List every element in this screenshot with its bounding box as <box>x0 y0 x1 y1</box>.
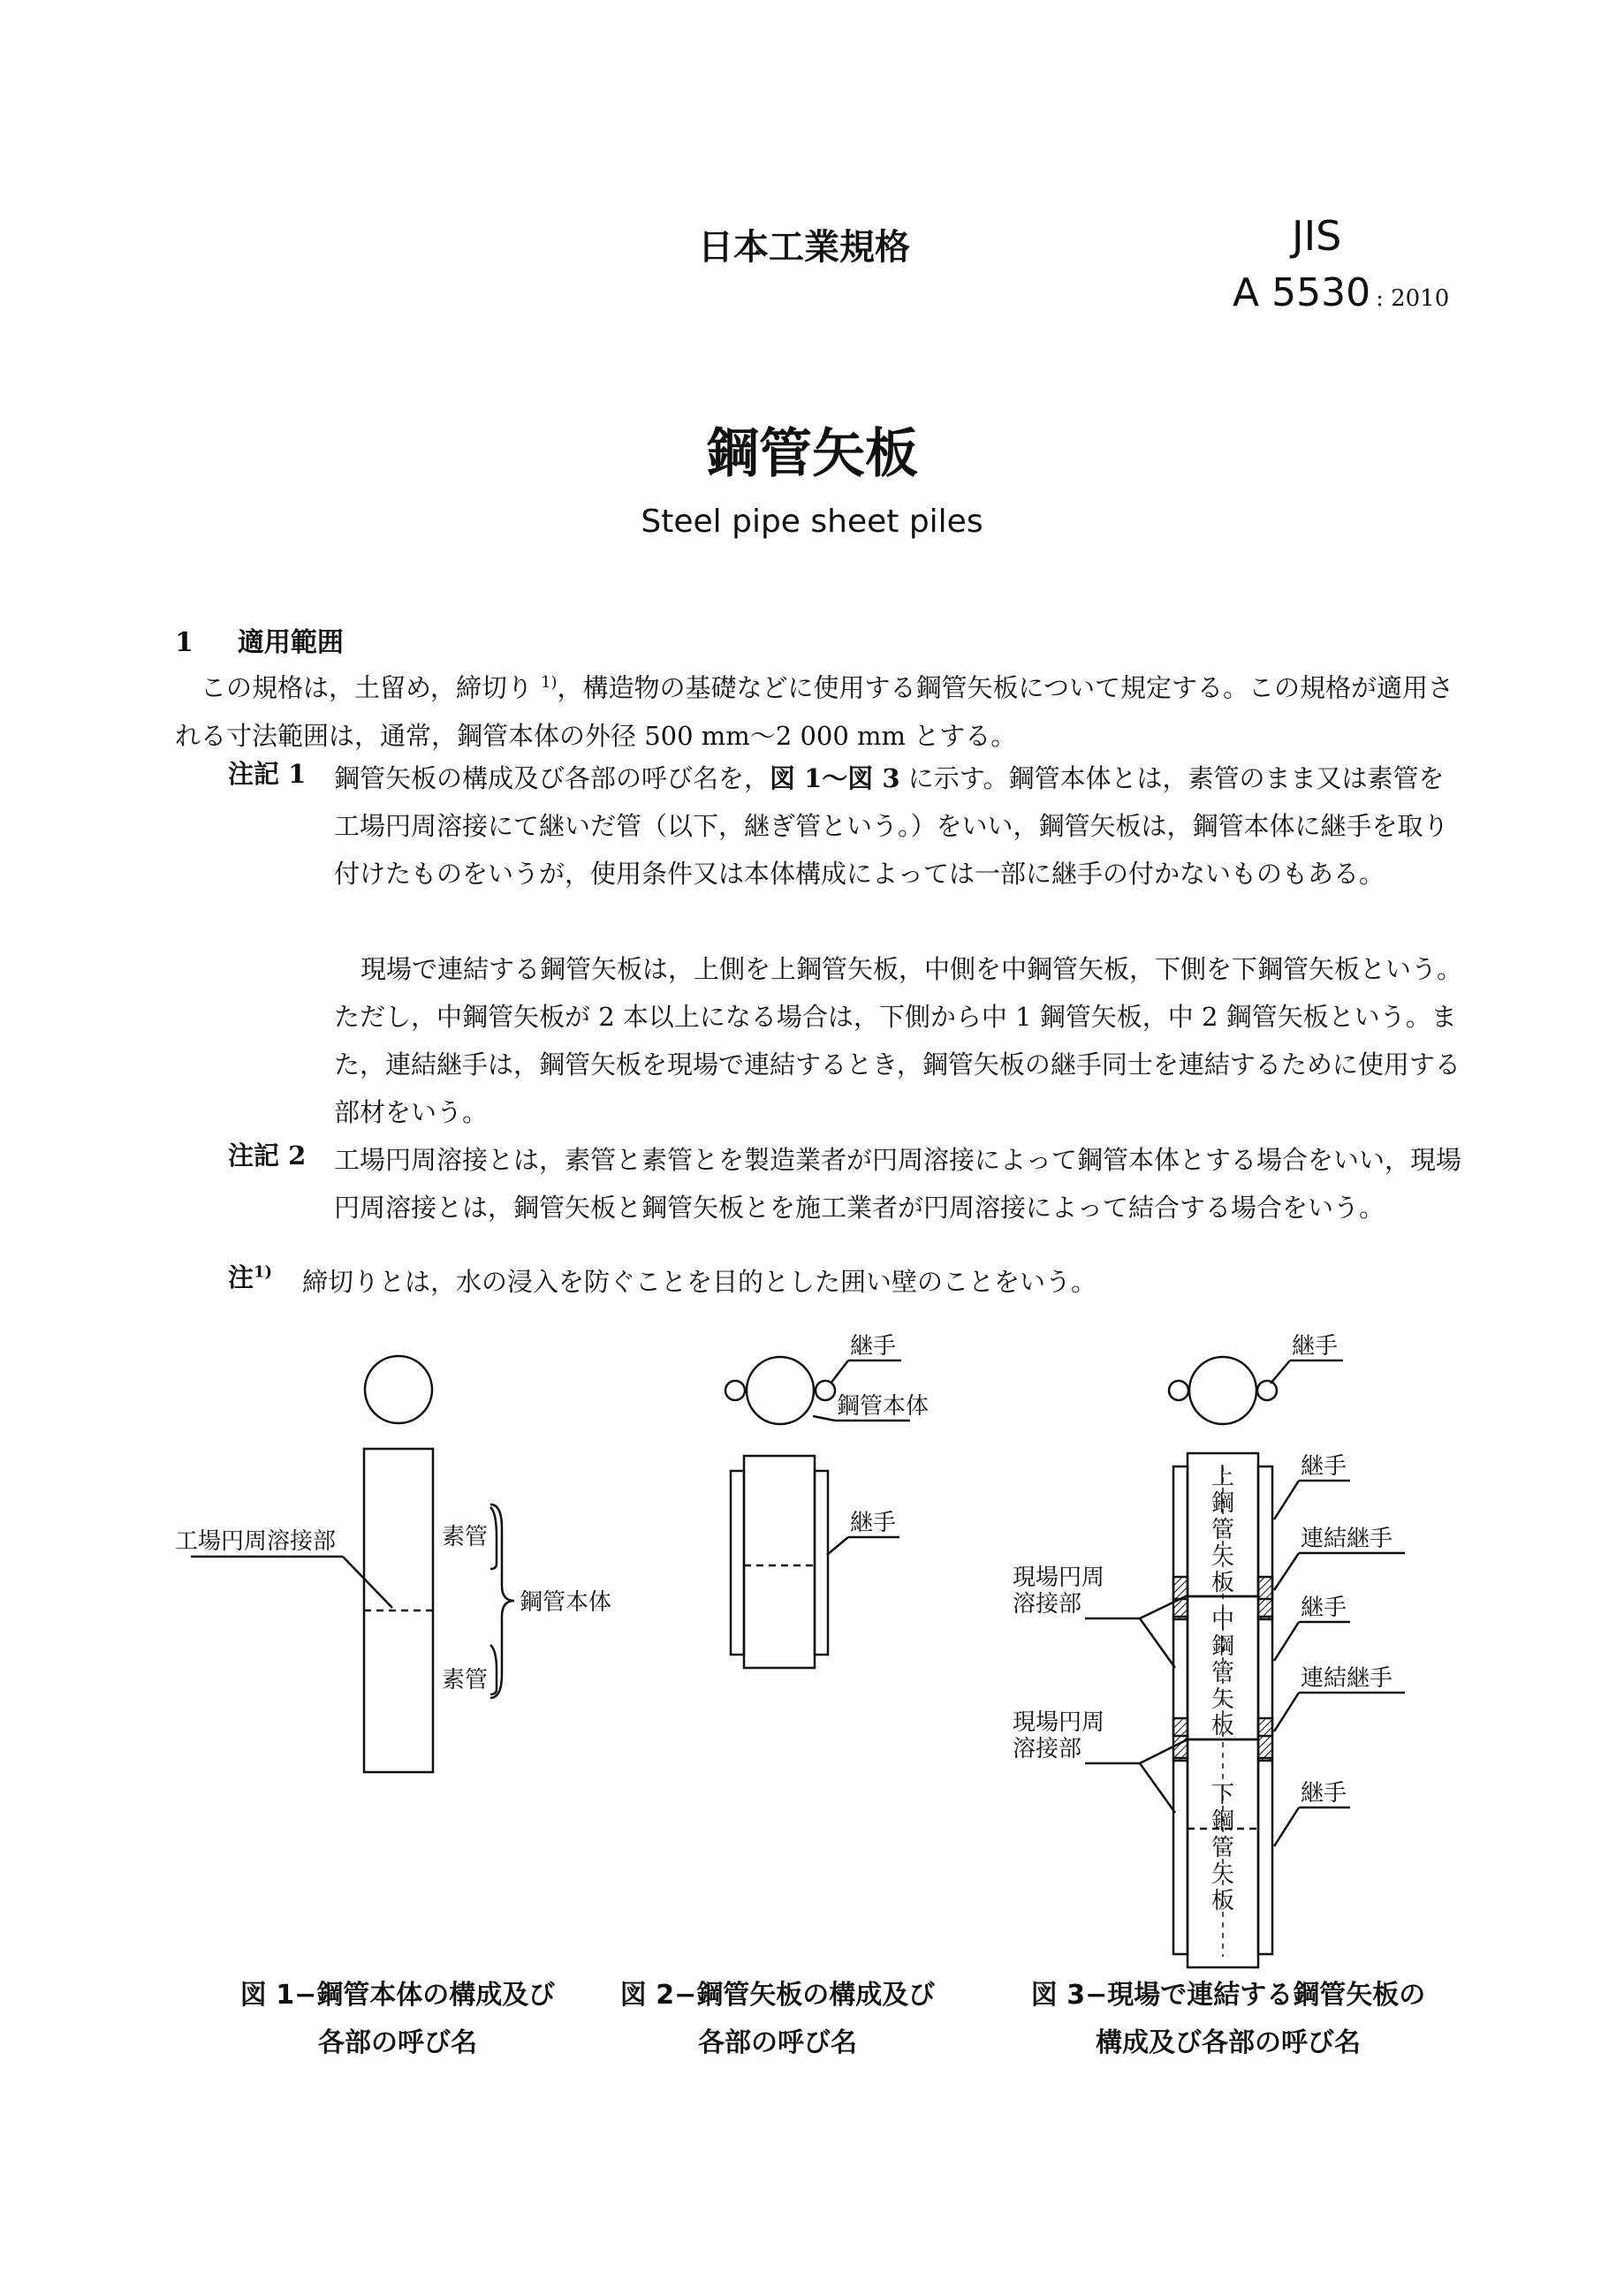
fig3-link-label-1: 連結継手 <box>1301 1526 1393 1552</box>
standard-year: : 2010 <box>1376 285 1450 312</box>
fig3-caption: 図 3−現場で連結する鋼管矢板の 構成及び各部の呼び名 <box>1030 1980 1426 2058</box>
section-title: 適用範囲 <box>237 627 344 658</box>
middle-chars-char: 鋼 <box>1210 1633 1235 1660</box>
fig1-diagram <box>191 1356 514 1772</box>
upper-chars-char: 管 <box>1210 1517 1235 1543</box>
fig1-weld-leader <box>343 1557 392 1608</box>
footnote-label: 注$^{1)}$ <box>228 1262 273 1292</box>
figure-reference: 図 1〜図 3 <box>770 763 900 793</box>
fig3-joint-label-1: 継手 <box>1301 1453 1347 1480</box>
middle-chars-char: 板 <box>1210 1713 1235 1739</box>
fig3-joint-label-2: 継手 <box>1301 1595 1347 1621</box>
section-number: 1 <box>175 627 194 658</box>
fig2-pipe-section <box>747 1357 814 1424</box>
fig2-joint-strip-left <box>731 1471 744 1655</box>
fig1-body-brace <box>490 1504 514 1698</box>
lower-chars-char: 矢 <box>1210 1861 1235 1888</box>
fig3-diagram <box>1085 1357 1405 1967</box>
note2-text: 工場円周溶接とは，素管と素管とを製造業者が円周溶接によって鋼管本体とする場合をいい，現場円周溶接とは，鋼管矢板と鋼管矢板とを施工業者が円周溶接によって結合する場合をいう。 <box>334 1145 1462 1223</box>
fig2-pipe-body <box>744 1456 815 1668</box>
document-title: 鋼管矢板 <box>706 423 918 485</box>
fig2-joint-right <box>816 1381 835 1400</box>
upper-chars-char: 板 <box>1210 1570 1235 1596</box>
fig3-link-joint-right-2 <box>1258 1718 1272 1761</box>
fig3-joint-top-label: 継手 <box>1292 1333 1339 1360</box>
fig1-pipe-top-brace <box>490 1507 497 1569</box>
lower-chars-char: 鋼 <box>1210 1808 1235 1835</box>
fig3-lower-pile-label <box>1211 1782 1234 1914</box>
fig3-middle-pile-label <box>1211 1607 1234 1739</box>
note1-label: 注記 1 <box>228 759 307 789</box>
fig3-field-weld-label-1b: 溶接部 <box>1013 1591 1082 1618</box>
fig1-pipe-bottom-brace <box>490 1645 497 1694</box>
fig3-pipe-section <box>1189 1357 1256 1424</box>
footnote-ref: 1) <box>541 673 558 692</box>
upper-chars-char: 上 <box>1210 1464 1235 1490</box>
fig1-weld-label: 工場円周溶接部 <box>175 1528 337 1555</box>
fig1-pipe-section <box>365 1356 432 1423</box>
fig3-upper-pile-label <box>1211 1464 1234 1596</box>
fig2-body-label: 鋼管本体 <box>837 1393 930 1420</box>
standard-type-title: 日本工業規格 <box>698 227 910 268</box>
middle-chars-char: 矢 <box>1210 1686 1235 1713</box>
scope-paragraph: この規格は，土留め，締切り $^{1)}$，構造物の基礎などに使用する鋼管矢板について規定する。この規格が適用される寸法範囲は，通常，鋼管本体の外径 500 mm〜2 000 mm とする。 <box>175 672 1453 751</box>
upper-chars-char: 矢 <box>1210 1543 1235 1570</box>
lower-chars-char: 管 <box>1210 1835 1235 1861</box>
fig1-pipe-top-label: 素管 <box>442 1524 489 1550</box>
lower-chars-char: 下 <box>1210 1782 1235 1808</box>
fig3-field-weld-label-1a: 現場円周 <box>1013 1565 1105 1591</box>
jis-label: JIS <box>1292 212 1342 260</box>
fig2-joint-top-label: 継手 <box>850 1333 897 1360</box>
fig2-joint-side-label: 継手 <box>850 1510 897 1536</box>
fig3-field-weld-label-2b: 溶接部 <box>1013 1736 1082 1762</box>
fig3-field-weld-label-2a: 現場円周 <box>1013 1709 1105 1736</box>
fig1-body-label: 鋼管本体 <box>520 1589 612 1616</box>
fig3-joint-label-3: 継手 <box>1301 1780 1347 1807</box>
document-subtitle: Steel pipe sheet piles <box>641 504 983 540</box>
middle-chars-char: 中 <box>1210 1607 1235 1633</box>
fig3-link-joint-right-1 <box>1258 1577 1272 1619</box>
upper-chars-char: 鋼 <box>1210 1490 1235 1517</box>
note1-text: 鋼管矢板の構成及び各部の呼び名を，図 1〜図 3 に示す。鋼管本体とは，素管のまま又は素管を工場円周溶接にて継いだ管（以下，継ぎ管という。）をいい，鋼管矢板は，鋼管本体に継手を取り付けたものをいうが，使用条件又は本体構成によっては一部に継手の付かないものもある。 <box>334 763 1449 889</box>
standard-number: A 5530 <box>1233 270 1371 315</box>
note2-label: 注記 2 <box>228 1140 307 1171</box>
middle-chars-char: 管 <box>1210 1660 1235 1686</box>
fig2-caption: 図 2−鋼管矢板の構成及び 各部の呼び名 <box>619 1980 936 2058</box>
fig2-joint-strip-right <box>815 1471 828 1655</box>
fig1-pipe-bottom-label: 素管 <box>442 1667 489 1694</box>
fig1-caption: 図 1−鋼管本体の構成及び 各部の呼び名 <box>239 1980 556 2058</box>
fig1-pipe-body <box>364 1449 433 1772</box>
fig3-link-label-2: 連結継手 <box>1301 1665 1393 1692</box>
footnote-text: 締切りとは，水の浸入を防ぐことを目的とした囲い壁のことをいう。 <box>302 1267 1097 1297</box>
lower-chars-char: 板 <box>1210 1888 1235 1914</box>
note1-text-2: 現場で連結する鋼管矢板は，上側を上鋼管矢板，中側を中鋼管矢板，下側を下鋼管矢板という。ただし，中鋼管矢板が 2 本以上になる場合は，下側から中 1 鋼管矢板，中 2 鋼管矢板という。また，連結継手は，鋼管矢板を現場で連結するとき，鋼管矢板の継手同士を連結するために使用する部材をいう。 <box>334 954 1463 1127</box>
fig2-joint-left <box>725 1381 745 1400</box>
